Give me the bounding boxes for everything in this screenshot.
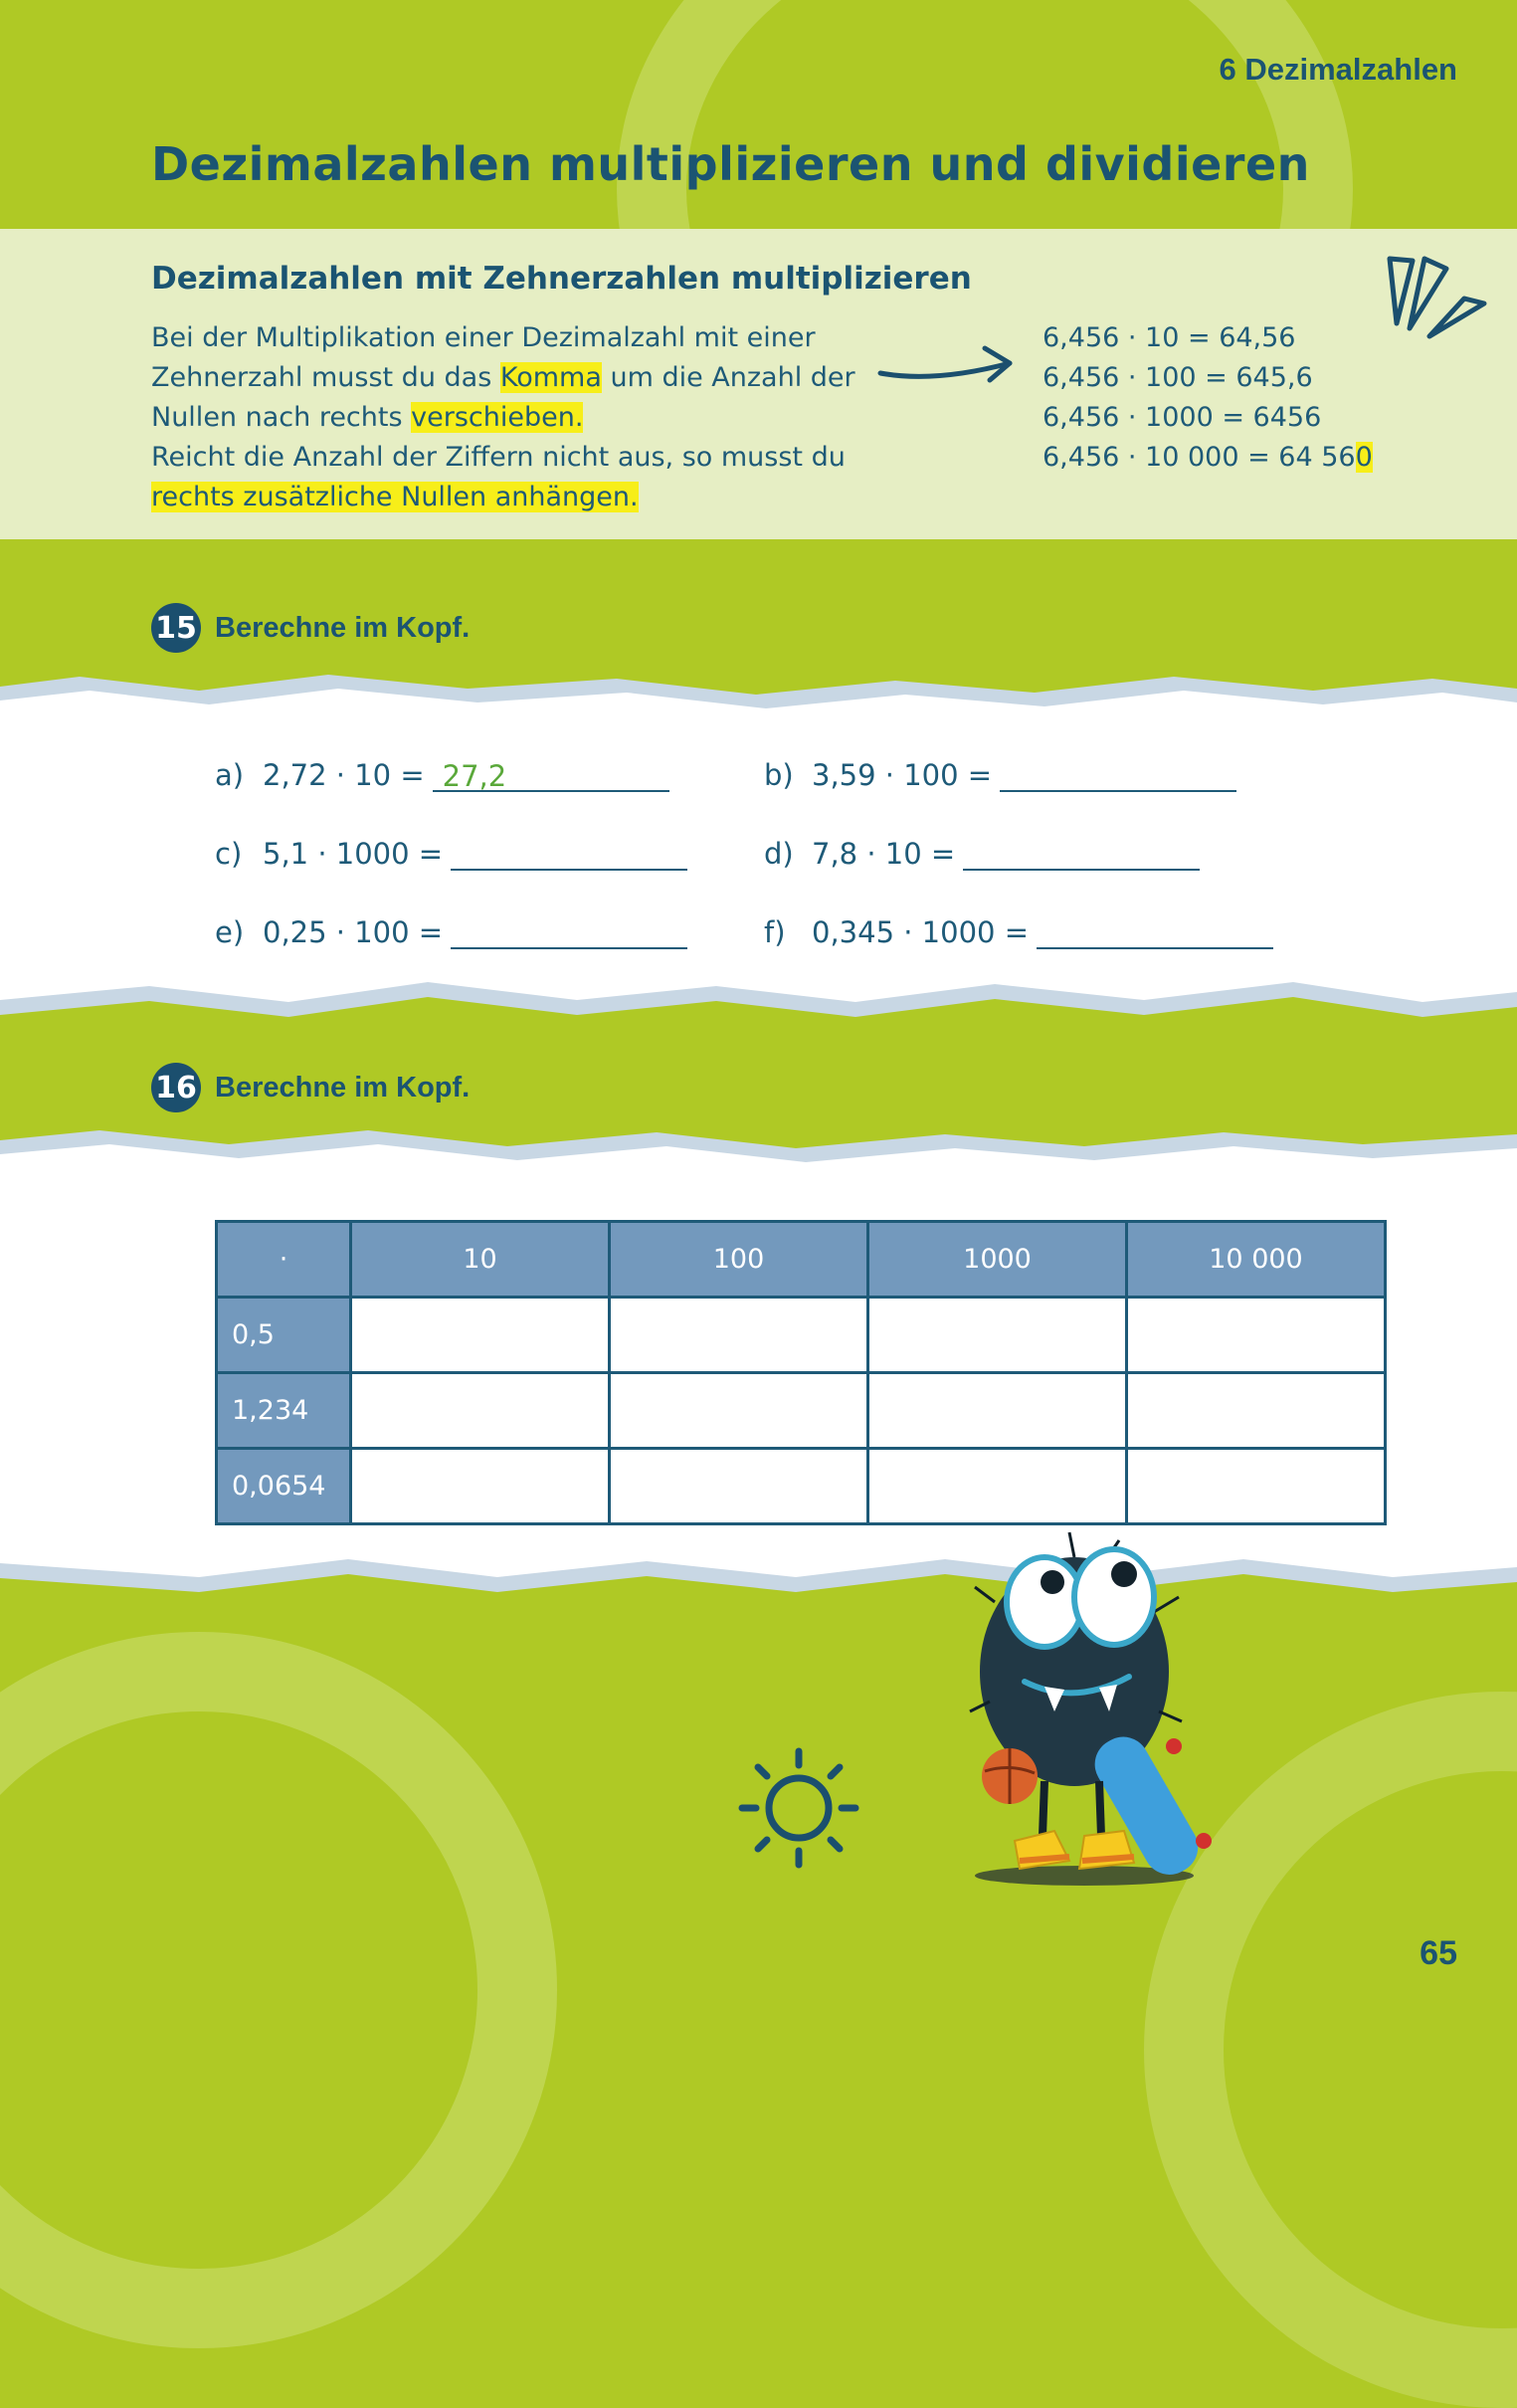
info-line: Reicht die Anzahl der Ziffern nicht aus, so musst du xyxy=(151,442,846,473)
answer-field[interactable] xyxy=(451,839,687,871)
arrow-icon xyxy=(875,338,1015,388)
info-text xyxy=(151,318,887,517)
example-line: 6,456 · 10 = 64,56 xyxy=(1043,322,1296,353)
example-line: 6,456 · 1000 = 6456 xyxy=(1043,402,1322,433)
answer-field[interactable] xyxy=(963,839,1200,871)
example-line: 6,456 · 100 = 645,6 xyxy=(1043,362,1313,393)
answer-field[interactable] xyxy=(1000,760,1236,792)
page-number: 65 xyxy=(1420,1934,1457,1972)
sun-icon xyxy=(734,1743,863,1873)
info-heading: Dezimalzahlen mit Zehnerzahlen multiplizieren xyxy=(151,261,972,297)
exercise-f: f) 0,345 · 1000 = xyxy=(764,915,1273,949)
table-cell[interactable] xyxy=(868,1298,1127,1373)
column-header: 10 000 xyxy=(1127,1222,1386,1298)
task-instruction: Berechne im Kopf. xyxy=(215,1071,471,1104)
table-cell[interactable] xyxy=(351,1298,610,1373)
exercise-e: e) 0,25 · 100 = xyxy=(215,915,687,949)
sparkle-icon xyxy=(1385,249,1494,358)
table-cell[interactable] xyxy=(610,1298,868,1373)
highlight-zero: 0 xyxy=(1355,442,1373,473)
exercise-d: d) 7,8 · 10 = xyxy=(764,837,1200,871)
table-cell[interactable] xyxy=(351,1373,610,1449)
table-header-row xyxy=(217,1222,1386,1298)
table-cell[interactable] xyxy=(610,1373,868,1449)
info-line: Nullen nach rechts verschieben. xyxy=(151,402,584,433)
task-15-header xyxy=(151,603,470,653)
task-16-header xyxy=(151,1063,470,1112)
table-cell[interactable] xyxy=(1127,1373,1386,1449)
table-cell[interactable] xyxy=(1127,1298,1386,1373)
answer-field[interactable] xyxy=(1037,917,1273,949)
highlight-komma: Komma xyxy=(499,362,602,393)
example-calculations xyxy=(1043,318,1373,478)
table-corner: · xyxy=(217,1222,351,1298)
multiplication-table xyxy=(215,1220,1387,1525)
answer-field[interactable]: 27,2 xyxy=(433,760,669,792)
info-line: Zehnerzahl musst du das Komma um die Anzahl der xyxy=(151,362,855,393)
row-header: 0,0654 xyxy=(217,1449,351,1524)
table-row xyxy=(217,1298,1386,1373)
task-instruction: Berechne im Kopf. xyxy=(215,611,471,644)
table-cell[interactable] xyxy=(868,1373,1127,1449)
highlight-verschieben: verschieben. xyxy=(411,402,584,433)
table-cell[interactable] xyxy=(610,1449,868,1524)
table-row xyxy=(217,1373,1386,1449)
column-header: 10 xyxy=(351,1222,610,1298)
example-line: 6,456 · 10 000 = 64 560 xyxy=(1043,442,1373,473)
chapter-header: 6 Dezimalzahlen xyxy=(1219,52,1457,87)
monster-mascot-illustration xyxy=(935,1503,1263,1891)
exercise-b: b) 3,59 · 100 = xyxy=(764,758,1236,792)
exercise-a: a) 2,72 · 10 = 27,2 xyxy=(215,758,669,792)
info-line xyxy=(151,478,887,517)
task-number-badge: 15 xyxy=(151,603,201,653)
info-line: Bei der Multiplikation einer Dezimalzahl mit einer xyxy=(151,322,816,353)
task-number-badge: 16 xyxy=(151,1063,201,1112)
background-swirl xyxy=(0,1632,557,2348)
exercise-c: c) 5,1 · 1000 = xyxy=(215,837,687,871)
row-header: 0,5 xyxy=(217,1298,351,1373)
row-header: 1,234 xyxy=(217,1373,351,1449)
page-title: Dezimalzahlen multiplizieren und dividieren xyxy=(151,137,1310,191)
answer-field[interactable] xyxy=(451,917,687,949)
highlight-nullen: rechts zusätzliche Nullen anhängen. xyxy=(151,482,639,512)
table-cell[interactable] xyxy=(351,1449,610,1524)
column-header: 1000 xyxy=(868,1222,1127,1298)
column-header: 100 xyxy=(610,1222,868,1298)
